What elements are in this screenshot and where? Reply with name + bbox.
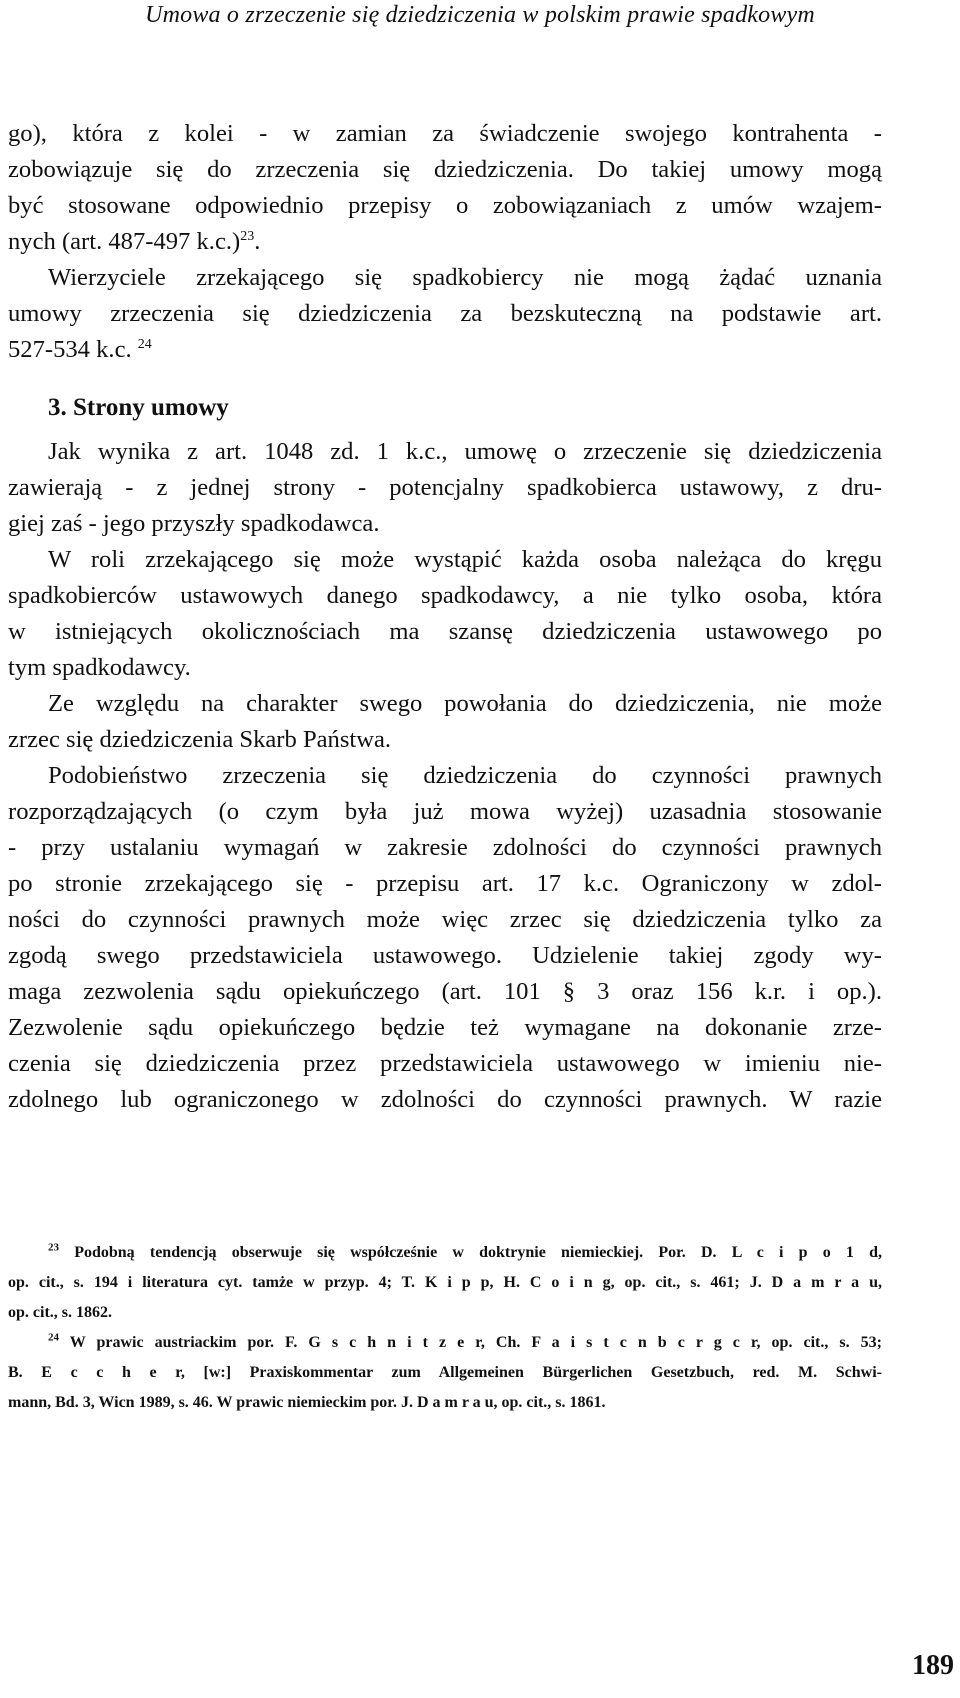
text-line — [8, 332, 882, 368]
text-line: umowy zrzeczenia się dziedziczenia za bezskuteczną na podstawie art. — [8, 300, 882, 327]
text-line: giej zaś - jego przyszły spadkodawca. — [8, 510, 380, 537]
text-segment: W prawic austriackim por. F. G s c h n i t z e r, Ch. F a i s t c n b c r g c r, op. cit., s. 53; — [69, 1334, 882, 1351]
footnote-line: op. cit., s. 194 i literatura cyt. tamże w przyp. 4; T. K i p p, H. C o i n g, op. cit., s. 461; J. D a m r a u, — [8, 1274, 882, 1291]
text-line: Wierzyciele zrzekającego się spadkobiercy nie mogą żądać uznania — [48, 264, 882, 291]
text-line: zgodą swego przedstawiciela ustawowego. Udzielenie takiej zgody wy- — [8, 942, 882, 969]
text-segment: nych (art. 487-497 k.c.) — [8, 228, 241, 255]
text-line: zrzec się dziedziczenia Skarb Państwa. — [8, 726, 392, 753]
text-line: zawierają - z jednej strony - potencjalny spadkobierca ustawowy, z dru- — [8, 474, 882, 501]
text-line: zobowiązuje się do zrzeczenia się dziedziczenia. Do takiej umowy mogą — [8, 156, 882, 183]
text-line: Jak wynika z art. 1048 zd. 1 k.c., umowę o zrzeczenie się dziedziczenia — [48, 438, 882, 465]
text-line: tym spadkodawcy. — [8, 654, 191, 681]
text-line: być stosowane odpowiednio przepisy o zobowiązaniach z umów wzajem- — [8, 192, 882, 219]
page-number: 189 — [912, 1650, 954, 1681]
text-segment: Podobną tendencją obserwuje się współcześnie w doktrynie niemieckiej. Por. D. L c i p o 1 d, — [74, 1244, 883, 1261]
body-text — [8, 116, 882, 1118]
text-line: w istniejących okolicznościach ma szansę dziedziczenia ustawowego po — [8, 618, 882, 645]
text-line — [8, 224, 882, 260]
running-head: Umowa o zrzeczenie się dziedziczenia w polskim prawie spadkowym — [145, 2, 815, 28]
text-segment: 527-534 k.c. — [8, 336, 132, 363]
section-heading: 3. Strony umowy — [48, 394, 229, 421]
text-line: rozporządzających (o czym była już mowa wyżej) uzasadnia stosowanie — [8, 798, 882, 825]
text-segment: . — [254, 228, 261, 255]
text-line: Zezwolenie sądu opiekuńczego będzie też wymagane na dokonanie zrze- — [8, 1014, 882, 1041]
footnote-line — [8, 1328, 882, 1358]
text-line: maga zezwolenia sądu opiekuńczego (art. 101 § 3 oraz 156 k.r. i op.). — [8, 978, 882, 1005]
text-line: zdolnego lub ograniczonego w zdolności do czynności prawnych. W razie — [8, 1086, 882, 1113]
text-line: go), która z kolei - w zamian za świadczenie swojego kontrahenta - — [8, 120, 882, 147]
text-line: po stronie zrzekającego się - przepisu art. 17 k.c. Ograniczony w zdol- — [8, 870, 882, 897]
footnote-number-24: 24 — [48, 1331, 59, 1344]
footnote-line: op. cit., s. 1862. — [8, 1304, 112, 1321]
footnote-line — [8, 1238, 882, 1268]
text-line: - przy ustalaniu wymagań w zakresie zdolności do czynności prawnych — [8, 834, 882, 861]
text-line: Ze względu na charakter swego powołania do dziedziczenia, nie może — [48, 690, 882, 717]
footnotes — [8, 1238, 882, 1418]
footnote-line: mann, Bd. 3, Wicn 1989, s. 46. W prawic niemieckim por. J. D a m r a u, op. cit., s. 1861. — [8, 1394, 606, 1411]
footnote-line: B. E c c h e r, [w:] Praxiskommentar zum Allgemeinen Bürgerlichen Gesetzbuch, red. M. Schwi- — [8, 1364, 882, 1381]
text-line: czenia się dziedziczenia przez przedstawiciela ustawowego w imieniu nie- — [8, 1050, 882, 1077]
footnote-ref-23: 23 — [240, 228, 255, 244]
text-line: Podobieństwo zrzeczenia się dziedziczenia do czynności prawnych — [48, 762, 882, 789]
text-line: spadkobierców ustawowych danego spadkodawcy, a nie tylko osoba, która — [8, 582, 882, 609]
footnote-number-23: 23 — [48, 1241, 59, 1254]
footnote-ref-24: 24 — [137, 336, 152, 352]
text-line: ności do czynności prawnych może więc zrzec się dziedziczenia tylko za — [8, 906, 882, 933]
text-line: W roli zrzekającego się może wystąpić każda osoba należąca do kręgu — [48, 546, 882, 573]
